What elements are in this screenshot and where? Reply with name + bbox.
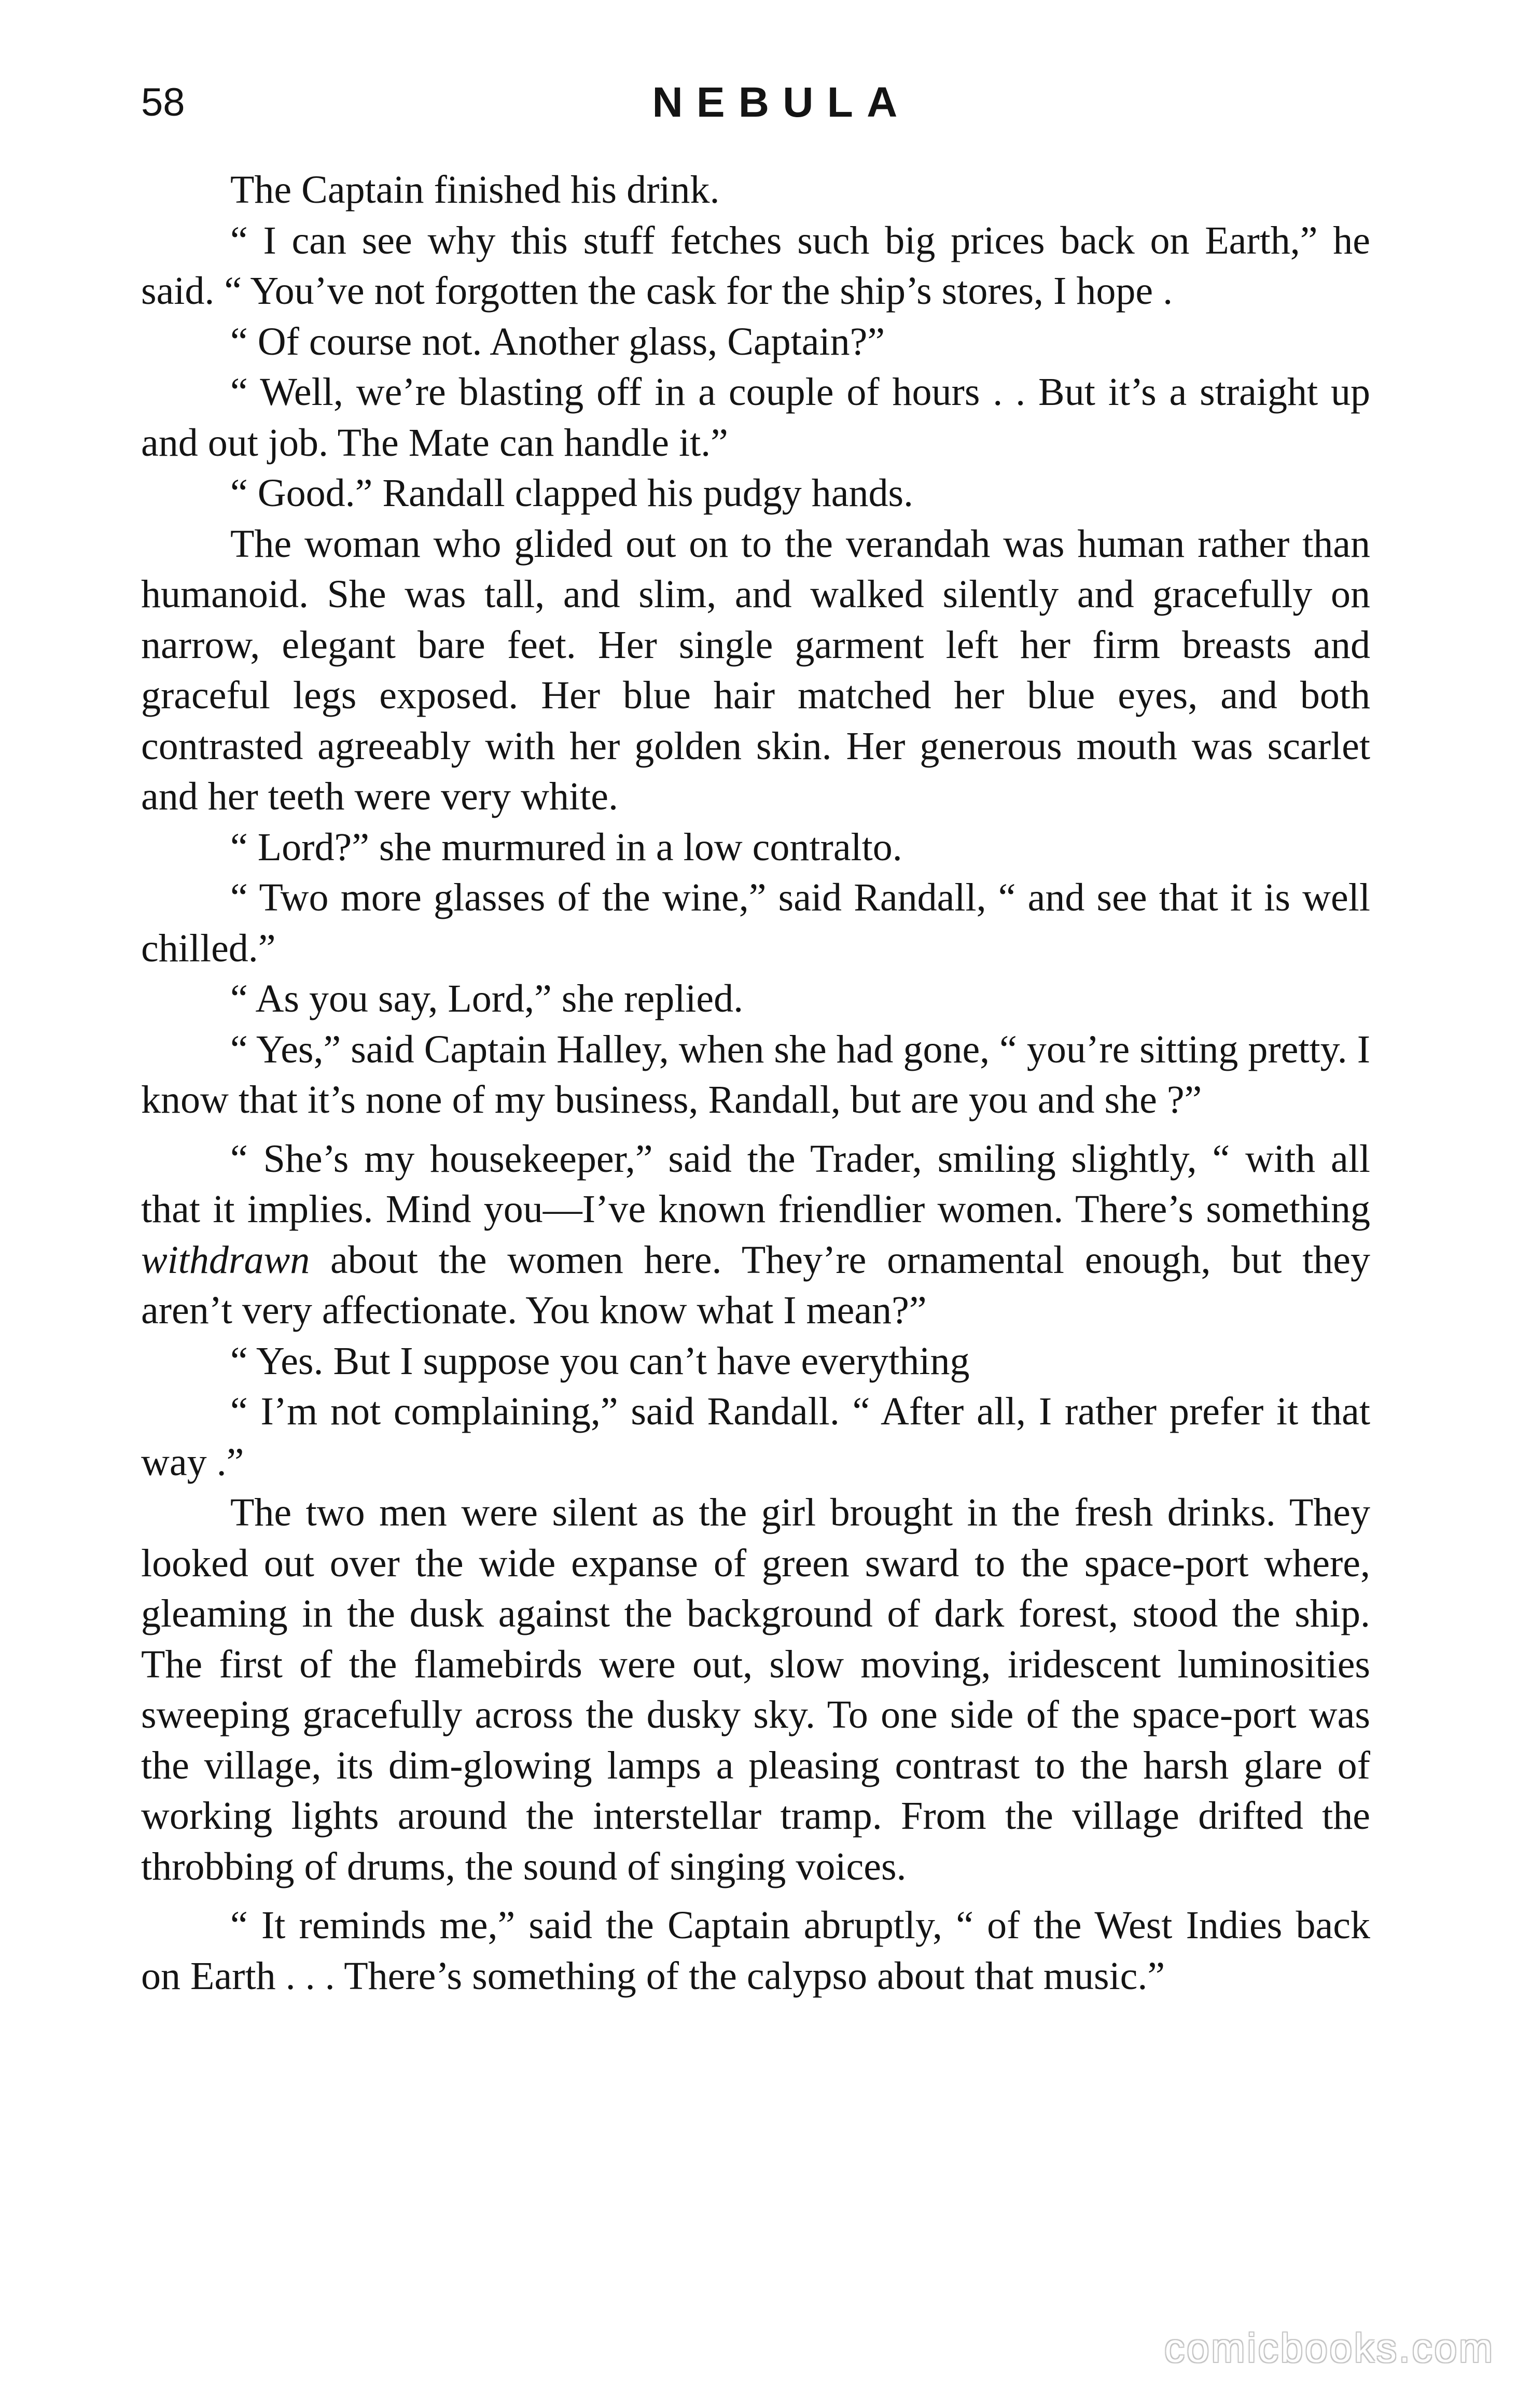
paragraph: “ It reminds me,” said the Captain abruptly, “ of the West Indies back on Earth . . . There’s something of the calypso about that music.” (141, 1903, 1370, 1998)
paragraph: “ Yes. But I suppose you can’t have everything (230, 1339, 970, 1383)
paragraph: “ Good.” Randall clapped his pudgy hands. (230, 471, 914, 515)
paragraph: “ I can see why this stuff fetches such big prices back on Earth,” he said. “ You’ve not forgotten the cask for the ship’s stores, I hope . (141, 218, 1370, 313)
paragraph: “ Two more glasses of the wine,” said Randall, “ and see that it is well chilled.” (141, 876, 1370, 970)
paragraph (141, 1134, 1370, 1336)
page-header (141, 72, 1370, 134)
paragraph: “ As you say, Lord,” she replied. (230, 977, 744, 1020)
body-text (141, 165, 1370, 2001)
watermark: comicbooks.com (1164, 2325, 1495, 2371)
emphasized-word: withdrawn (141, 1238, 310, 1282)
paragraph: “ Yes,” said Captain Halley, when she had gone, “ you’re sitting pretty. I know that it’s none of my business, Randall, but are you and she ?” (141, 1027, 1370, 1122)
paragraph: “ Lord?” she murmured in a low contralto. (230, 825, 902, 869)
paragraph: The two men were silent as the girl brought in the fresh drinks. They looked out over the wide expanse of green sward to the space-port where, gleaming in the dusk against the background of dark forest, stood the ship. The first of the flamebirds were out, slow moving, iridescent luminosities sweeping gracefully across the dusky sky. To one side of the space-port was the village, its dim-glowing lamps a pleasing contrast to the harsh glare of working lights around the interstellar tramp. From the village drifted the throbbing of drums, the sound of singing voices. (141, 1491, 1370, 1888)
page-number: 58 (141, 80, 185, 124)
running-title: NEBULA (652, 79, 911, 126)
paragraph: “ Of course not. Another glass, Captain?” (230, 319, 885, 363)
paragraph: The Captain finished his drink. (230, 168, 720, 212)
paragraph: “ Well, we’re blasting off in a couple of hours . . But it’s a straight up and out job. The Mate can handle it.” (141, 370, 1370, 465)
paragraph-text: “ She’s my housekeeper,” said the Trader, smiling slightly, “ with all that it implies. Mind you—I’ve known friendlier women. There’s something (141, 1137, 1370, 1231)
paragraph-text: about the women here. They’re ornamental enough, but they aren’t very affectionate. You know what I mean?” (141, 1238, 1370, 1332)
paragraph: The woman who glided out on to the verandah was human rather than humanoid. She was tall, and slim, and walked silently and gracefully on narrow, elegant bare feet. Her single garment left her firm breasts and graceful legs exposed. Her blue hair matched her blue eyes, and both contrasted agreeably with her golden skin. Her generous mouth was scarlet and her teeth were very white. (141, 522, 1370, 818)
paragraph: “ I’m not complaining,” said Randall. “ After all, I rather prefer it that way .” (141, 1390, 1370, 1484)
